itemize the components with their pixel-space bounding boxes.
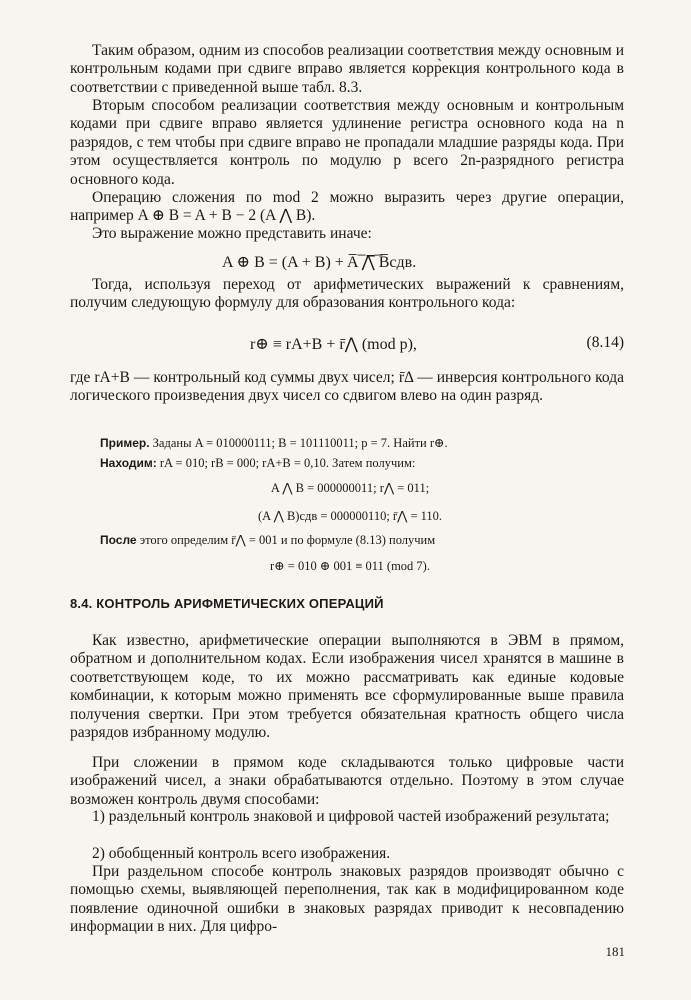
paragraph-2: Вторым способом реализации соответствия между основным и контрольным кодами при сдвиге вправо является удлинение регистра основного кода на n разрядов, с тем чтобы при сдвиге вправо не пропадали младшие разряды кода. При этом осуществляется контроль по модулю p всего 2n-разрядного регистра основного кода. [70, 97, 624, 188]
example-line-2 [100, 453, 600, 473]
example-label: Пример. [100, 436, 150, 450]
paragraph-7: Как известно, арифметические операции выполняются в ЭВМ в прямом, обратном и дополнительном кодах. Если изображения чисел хранятся в машине в соответствующем коде, то их можно рассматривать как единые кодовые комбинации, к которым можно применять все сформулированные выше правила получения свертки. При этом требуется обязательная кратность общего числа разрядов избранному модулю. [70, 632, 624, 742]
paragraph-5: Тогда, используя переход от арифметических выражений к сравнениям, получим следующую формулу для образования контрольного кода: [70, 276, 624, 312]
example-given: Заданы A = 010000111; B = 101110011; p = 7. Найти r⊕. [149, 436, 448, 450]
example-find-label: Находим: [100, 456, 157, 470]
example-result: r⊕ = 010 ⊕ 001 ≡ 011 (mod 7). [270, 559, 430, 573]
example-line-5 [100, 530, 600, 550]
equation-8-14: r⊕ ≡ rA+B + r̄⋀ (mod p), [250, 336, 417, 353]
example-line-3: A ⋀ B = 000000011; r⋀ = 011; [270, 481, 430, 495]
page-number: 181 [605, 944, 625, 959]
paragraph-8: При сложении в прямом коде складываются только цифровые части изображений чисел, а знаки обрабатываются отдельно. Поэтому в этом случае возможен контроль двумя способами: [70, 754, 624, 808]
paragraph-6: где rA+B — контрольный код суммы двух чисел; r̄Δ — инверсия контрольного кода логического произведения двух чисел со сдвигом влево на один разряд. [70, 369, 624, 405]
example-line-4: (A ⋀ B)сдв = 000000110; r̄⋀ = 110. [257, 509, 443, 523]
equation-number: (8.14) [586, 334, 624, 351]
paragraph-9: При раздельном способе контроль знаковых разрядов производят обычно с помощью схемы, выявляющей переполнения, так как в модифицированном коде появление одиночной ошибки в знаковых разрядах приводит к несовпадению информации в них. Для цифро- [70, 863, 624, 936]
paragraph-4: Это выражение можно представить иначе: [92, 225, 372, 242]
example-residues: rA = 010; rB = 000; rA+B = 0,10. Затем получим: [156, 456, 416, 470]
list-item-2: 2) обобщенный контроль всего изображения. [92, 845, 391, 862]
paragraph-1: Таким образом, одним из способов реализации соответствия между основным и контрольным кодами при сдвиге вправо является корр̀екция контрольного кода в соответствии с приведенной выше табл. 8.3. [70, 42, 624, 96]
list-item-1: 1) раздельный контроль знаковой и цифровой частей изображений результата; [92, 808, 610, 825]
equation-xor-expansion: A ⊕ B = (A + B) + A̅ ̅⋀̅ ̅B̅сдв. [222, 254, 417, 271]
example-line-1 [100, 433, 600, 453]
section-heading: 8.4. КОНТРОЛЬ АРИФМЕТИЧЕСКИХ ОПЕРАЦИЙ [70, 596, 384, 611]
example-inversion: этого определим r̄⋀ = 001 и по формуле (8.13) получим [136, 533, 436, 547]
example-after-label: После [100, 533, 137, 547]
paragraph-3: Операцию сложения по mod 2 можно выразить через другие операции, например A ⊕ B = A + B − 2 (A ⋀ B). [70, 189, 624, 225]
